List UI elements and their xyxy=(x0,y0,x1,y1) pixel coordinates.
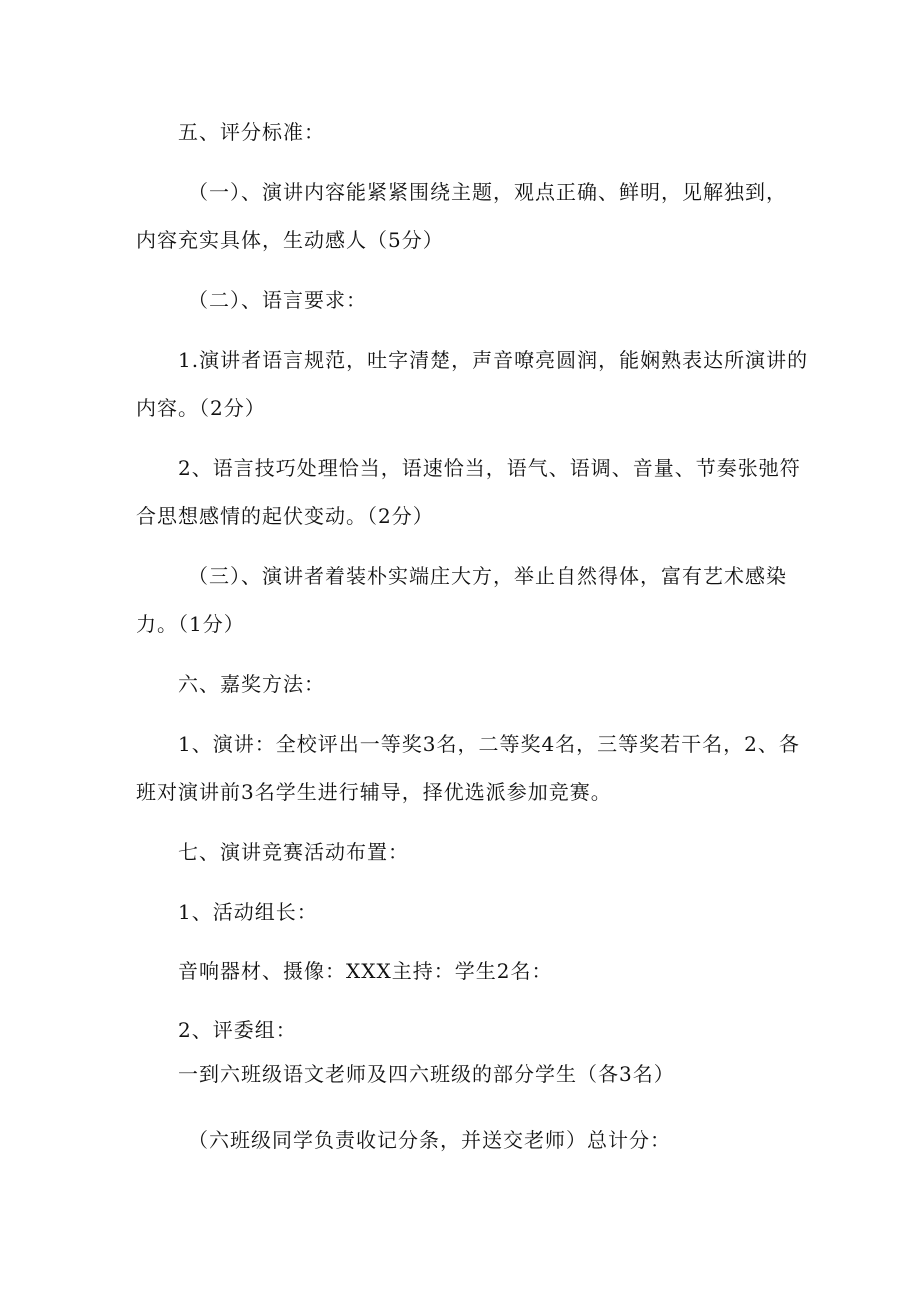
section-heading-7: 七、演讲竞赛活动布置： xyxy=(178,840,409,864)
paragraph-line: 力。（1分） xyxy=(136,612,245,636)
paragraph-line: 1、活动组长： xyxy=(178,900,318,924)
paragraph-line: （六班级同学负责收记分条，并送交老师）总计分： xyxy=(188,1128,671,1152)
paragraph-line: 内容。（2分） xyxy=(136,396,266,420)
paragraph-line: （一）、演讲内容能紧紧围绕主题，观点正确、鲜明，见解独到， xyxy=(188,180,787,204)
subsection-heading: （二）、语言要求： xyxy=(188,288,367,312)
paragraph-line: 班对演讲前3名学生进行辅导，择优选派参加竞赛。 xyxy=(136,780,612,804)
paragraph-line: 1、演讲：全校评出一等奖3名，二等奖4名，三等奖若干名，2、各 xyxy=(178,732,800,756)
paragraph-line: 1.演讲者语言规范，吐字清楚，声音嘹亮圆润，能娴熟表达所演讲的 xyxy=(178,348,809,372)
paragraph-line: 2、语言技巧处理恰当，语速恰当，语气、语调、音量、节奏张弛符 xyxy=(178,456,801,480)
paragraph-line: （三）、演讲者着装朴实端庄大方，举止自然得体，富有艺术感染 xyxy=(188,564,787,588)
paragraph-line: 一到六班级语文老师及四六班级的部分学生（各3名） xyxy=(178,1062,675,1086)
paragraph-line: 合思想感情的起伏变动。（2分） xyxy=(136,504,434,528)
section-heading-6: 六、嘉奖方法： xyxy=(178,672,325,696)
paragraph-line: 内容充实具体，生动感人（5分） xyxy=(136,228,444,252)
section-heading-5: 五、评分标准： xyxy=(178,120,325,144)
paragraph-line: 音响器材、摄像：XXX主持：学生2名： xyxy=(178,959,553,983)
paragraph-line: 2、评委组： xyxy=(178,1018,297,1042)
